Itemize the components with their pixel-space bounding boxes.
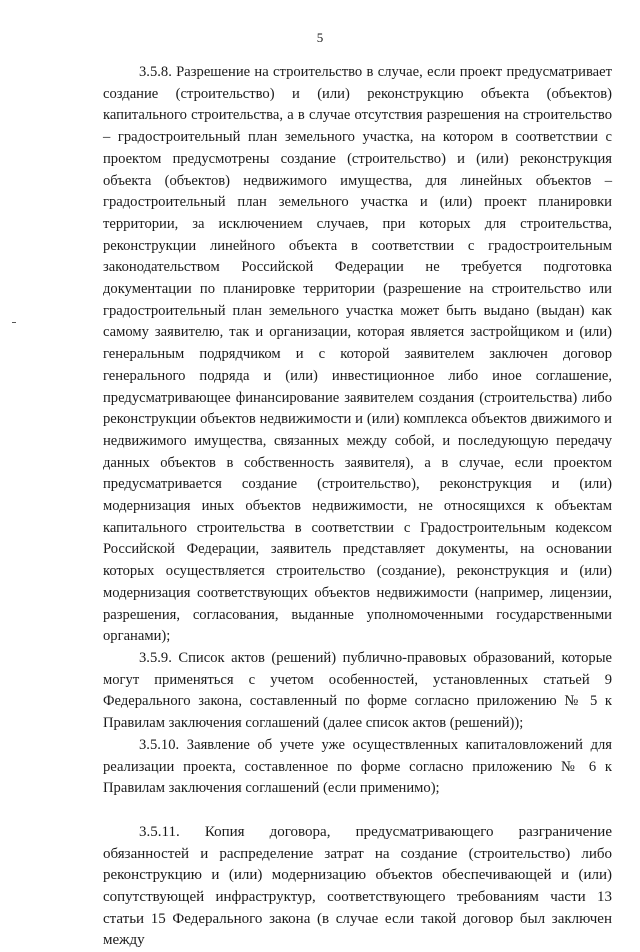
paragraph-3-5-11: 3.5.11. Копия договора, предусматривающего разграничение обязанностей и распределение затрат на создание (строительство) либо реконструкцию и (или) модернизацию объектов обеспечивающей и (или) сопутствующей инфраструктур, соответствующего требованиям части 13 статьи 15 Федерального закона (в случае если такой договор был заключен между bbox=[103, 823, 612, 949]
margin-mark bbox=[12, 322, 16, 323]
page-number: 5 bbox=[316, 30, 324, 45]
paragraph-3-5-9: 3.5.9. Список актов (решений) публично-правовых образований, которые могут применяться с учетом особенностей, установленных статьей 9 Федерального закона, составленный по форме согласно приложению № 5 к Правилам заключения соглашений (далее список актов (решений)); bbox=[103, 649, 612, 732]
paragraph-3-5-8: 3.5.8. Разрешение на строительство в случае, если проект предусматривает создание (строительство) и (или) реконструкцию объекта (объектов) капитального строительства, а в случае отсутствия разрешения на строительство – градостроительный план земельного участка, на котором в соответствии с проектом предусмотрены создание (строительство) и (или) реконструкция объекта (объектов) недвижимого имущества, для линейных объектов – градостроительный план земельного участка и (или) проект планировки территории, за исключением случаев, при которых для строительства, реконструкции линейного объекта в соответствии с градостроительным законодательством Российской Федерации не требуется подготовка документации по планировке территории (разрешение на строительство или градостроительный план земельного участка может быть выдано (выдан) как самому заявителю, так и организации, которая является застройщиком и (или) генеральным подрядчиком и с которой заявителем заключен договор генерального подряда и (или) инвестиционное либо иное соглашение, предусматривающее финансирование заявителем создания (строительства) либо реконструкции объектов недвижимости и (или) комплекса объектов движимого и недвижимого имущества, связанных между собой, и последующую передачу данных объектов в собственность заявителя), а в случае, если проектом предусматривается создание (строительство), реконструкция и (или) модернизация иных объектов недвижимости, не относящихся к объектам капитального строительства в соответствии с Градостроительным кодексом Российской Федерации, заявитель представляет документы, на основании которых осуществляется строительство (создание), реконструкция и (или) модернизация соответствующих объектов недвижимости (например, лицензии, разрешения, согласования, выданные уполномоченными государственными органами); bbox=[103, 64, 612, 645]
document-body bbox=[103, 62, 612, 952]
paragraph-3-5-10: 3.5.10. Заявление об учете уже осуществленных капиталовложений для реализации проекта, составленное по форме согласно приложению № 6 к Правилам заключения соглашений (если применимо); bbox=[103, 736, 612, 797]
